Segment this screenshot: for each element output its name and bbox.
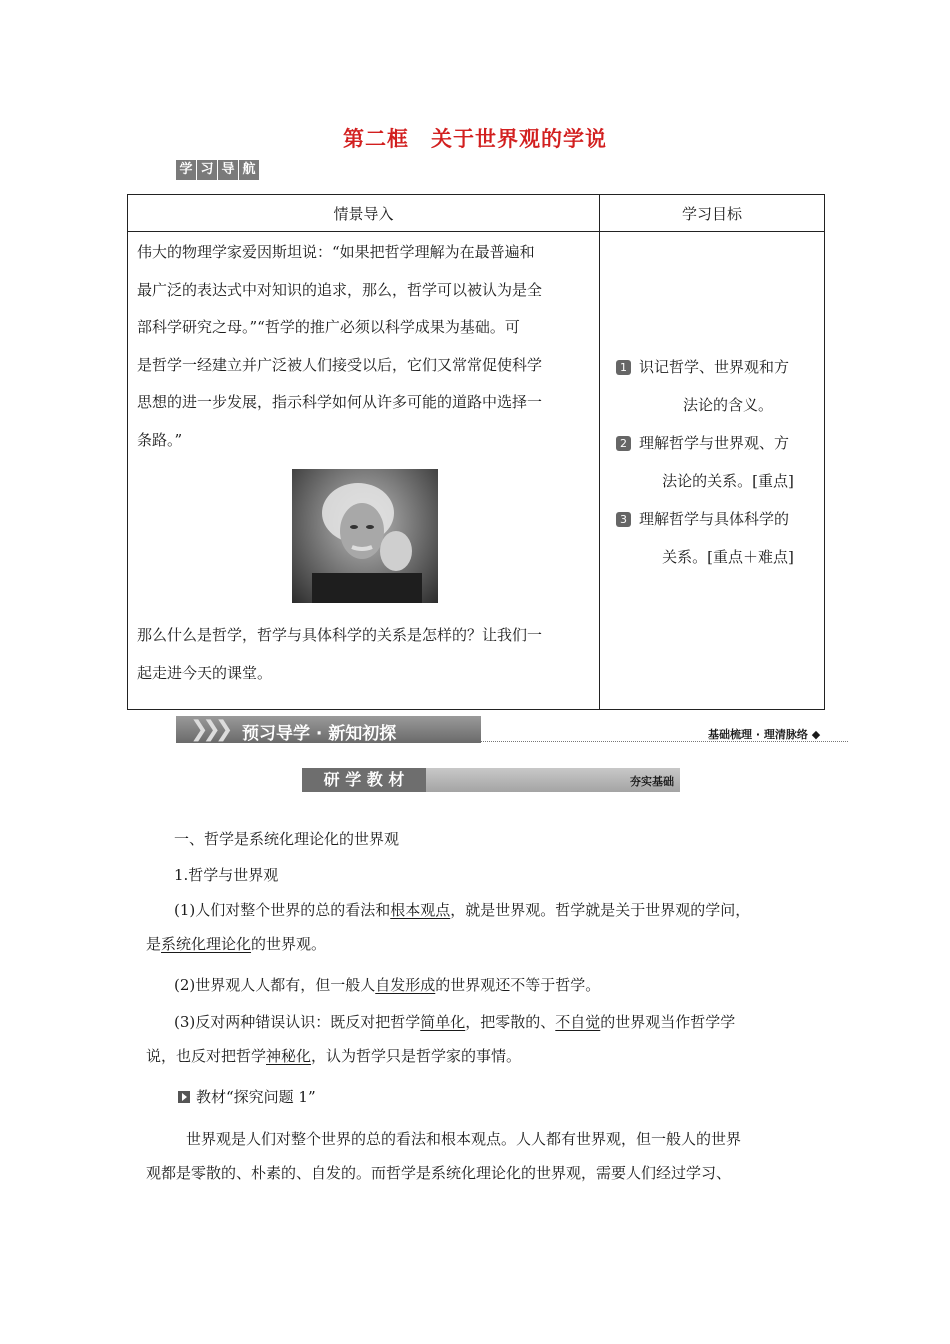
- goal-text: 理解哲学与具体科学的: [639, 510, 790, 528]
- paragraph-1: (1)人们对整个世界的总的看法和根本观点，就是世界观。哲学就是关于世界观的学问， 是系统化理论化的世界观。: [146, 901, 751, 953]
- sub-heading: 1.哲学与世界观: [174, 866, 279, 884]
- answer-paragraph: 世界观是人们对整个世界的总的看法和根本观点。人人都有世界观，但一般人的世界 观都是零散的、朴素的、自发的。而哲学是系统化理论化的世界观，需要人们经过学习、: [146, 1130, 742, 1182]
- intro-line: 部科学研究之母。”“哲学的推广必须以科学成果为基础。可: [137, 318, 520, 336]
- goals-cell: [600, 232, 825, 710]
- tag-char: 习: [197, 160, 217, 180]
- preview-banner: [176, 716, 481, 743]
- answer-blank: 神秘化: [266, 1047, 312, 1065]
- study-banner: [302, 768, 680, 792]
- goal-number-badge: 1: [616, 360, 631, 375]
- scenario-header: 情景导入: [128, 195, 600, 232]
- study-banner-subtitle: 夯实基础: [630, 775, 674, 788]
- study-guide-tag: [176, 160, 259, 180]
- closing-line: 起走进今天的课堂。: [137, 663, 273, 682]
- diamond-icon: ◆: [811, 728, 821, 741]
- goal-item: [616, 424, 820, 500]
- intro-line: 最广泛的表达式中对知识的追求，那么，哲学可以被认为是全: [137, 280, 543, 299]
- goal-item: [616, 348, 820, 424]
- study-banner-label: 研 学 教 材: [302, 768, 426, 792]
- double-chevron-icon: ❯❯❯: [190, 717, 228, 742]
- tag-char: 学: [176, 160, 196, 180]
- closing-line: 那么什么是哲学，哲学与具体科学的关系是怎样的？让我们一: [137, 626, 543, 644]
- goal-item: [616, 500, 820, 576]
- intro-line: 条路。”: [137, 430, 183, 449]
- preview-banner-label: 预习导学 · 新知初探: [242, 724, 397, 744]
- answer-blank: 简单化: [420, 1013, 466, 1031]
- answer-blank: 不自觉: [555, 1013, 601, 1031]
- goal-text-cont: 关系。[重点＋难点]: [662, 548, 794, 566]
- preview-banner-subtitle: 基础梳理 · 理清脉络 ◆: [708, 728, 821, 741]
- answer-blank: 系统化理论化: [161, 935, 252, 953]
- play-marker-icon: [178, 1091, 190, 1103]
- answer-blank: 自发形成: [375, 976, 436, 994]
- tag-char: 导: [218, 160, 238, 180]
- textbook-reference: 教材“探究问题 1”: [178, 1080, 843, 1114]
- intro-line: 伟大的物理学家爱因斯坦说：“如果把哲学理解为在最普遍和: [137, 243, 535, 261]
- goal-text: 识记哲学、世界观和方: [639, 358, 790, 376]
- goal-text: 理解哲学与世界观、方: [639, 434, 790, 452]
- answer-blank: 根本观点: [390, 901, 451, 919]
- page-title: 第二框 关于世界观的学说: [343, 127, 607, 151]
- study-guide-table: [127, 194, 825, 710]
- portrait-illustration: [292, 469, 438, 603]
- section-heading: 一、哲学是系统化理论化的世界观: [174, 830, 400, 848]
- tag-char: 航: [239, 160, 259, 180]
- scenario-cell: [128, 232, 600, 710]
- goals-header: 学习目标: [600, 195, 825, 232]
- goal-number-badge: 2: [616, 436, 631, 451]
- paragraph-2: (2)世界观人人都有，但一般人自发形成的世界观还不等于哲学。: [174, 976, 601, 994]
- einstein-photo: [292, 469, 438, 603]
- intro-line: 是哲学一经建立并广泛被人们接受以后，它们又常常促使科学: [137, 355, 543, 374]
- intro-line: 思想的进一步发展，指示科学如何从许多可能的道路中选择一: [137, 393, 543, 411]
- goal-number-badge: 3: [616, 512, 631, 527]
- goal-text-cont: 法论的含义。: [682, 396, 773, 414]
- paragraph-3: (3)反对两种错误认识：既反对把哲学简单化，把零散的、不自觉的世界观当作哲学学 说，也反对把哲学神秘化，认为哲学只是哲学家的事情。: [146, 1013, 736, 1065]
- goal-text-cont: 法论的关系。[重点]: [662, 472, 794, 490]
